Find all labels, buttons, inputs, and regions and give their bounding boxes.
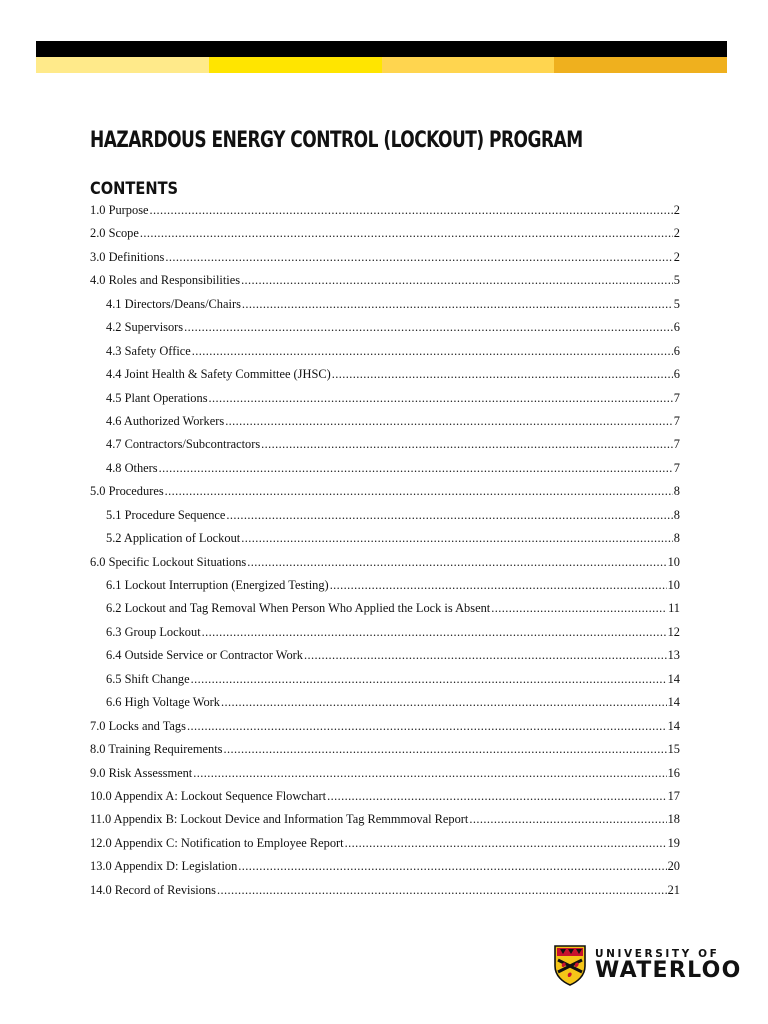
- toc-entry-label: 4.4 Joint Health & Safety Committee (JHSC): [106, 367, 331, 382]
- toc-entry-page: 7: [673, 413, 680, 428]
- toc-entry-label: 4.2 Supervisors: [106, 320, 184, 335]
- toc-entry-page: 8: [673, 531, 680, 546]
- toc-entry-label: 6.2 Lockout and Tag Removal When Person Who Applied the Lock is Absent: [106, 601, 491, 616]
- toc-entry[interactable]: [90, 883, 680, 906]
- toc-entry-label: 5.1 Procedure Sequence: [106, 507, 226, 522]
- toc-entry[interactable]: [90, 320, 680, 343]
- toc-entry[interactable]: [90, 695, 680, 718]
- toc-entry-page: 5: [673, 296, 680, 311]
- toc-entry-label: 4.6 Authorized Workers: [106, 413, 225, 428]
- toc-entry[interactable]: [90, 344, 680, 367]
- toc-entry-page: 6: [673, 367, 680, 382]
- toc-dot-leader: [140, 226, 673, 241]
- toc-entry-label: 4.0 Roles and Responsibilities: [90, 273, 241, 288]
- document-title: HAZARDOUS ENERGY CONTROL (LOCKOUT) PROGRAM: [90, 128, 583, 153]
- toc-dot-leader: [217, 883, 667, 898]
- toc-entry-label: 4.1 Directors/Deans/Chairs: [106, 296, 241, 311]
- logo-university-of: UNIVERSITY OF: [595, 948, 720, 960]
- toc-entry-page: 14: [667, 695, 680, 710]
- toc-entry-label: 4.8 Others: [106, 460, 158, 475]
- toc-entry-label: 6.5 Shift Change: [106, 671, 190, 686]
- toc-entry-label: 6.0 Specific Lockout Situations: [90, 554, 247, 569]
- toc-dot-leader: [191, 672, 667, 687]
- toc-dot-leader: [209, 391, 673, 406]
- toc-entry-label: 7.0 Locks and Tags: [90, 718, 186, 733]
- toc-entry-label: 6.1 Lockout Interruption (Energized Testing): [106, 578, 329, 592]
- toc-dot-leader: [327, 789, 667, 804]
- toc-entry[interactable]: [90, 672, 680, 695]
- toc-entry-page: 2: [673, 226, 680, 241]
- stripe-3: [382, 57, 555, 73]
- toc-entry[interactable]: [90, 437, 680, 460]
- toc-entry-label: 6.3 Group Lockout: [106, 624, 201, 639]
- toc-entry-label: 1.0 Purpose: [90, 203, 149, 217]
- toc-entry[interactable]: [90, 625, 680, 648]
- toc-dot-leader: [184, 320, 673, 335]
- toc-entry[interactable]: [90, 648, 680, 671]
- toc-entry-page: 2: [673, 249, 680, 264]
- toc-entry-label: 5.0 Procedures: [90, 484, 164, 499]
- toc-entry-page: 14: [667, 718, 680, 733]
- toc-dot-leader: [469, 812, 666, 827]
- toc-entry-page: 14: [667, 671, 680, 686]
- toc-dot-leader: [241, 531, 673, 546]
- toc-entry-page: 10: [667, 554, 680, 569]
- toc-entry[interactable]: [90, 391, 680, 414]
- toc-dot-leader: [165, 250, 672, 265]
- toc-entry[interactable]: [90, 555, 680, 578]
- toc-dot-leader: [224, 742, 667, 757]
- toc-entry[interactable]: [90, 812, 680, 835]
- toc-entry-page: 7: [673, 460, 680, 475]
- university-crest-icon: [553, 944, 587, 986]
- toc-entry-label: 6.6 High Voltage Work: [106, 695, 220, 710]
- toc-entry-label: 6.4 Outside Service or Contractor Work: [106, 648, 303, 663]
- toc-dot-leader: [238, 859, 666, 874]
- toc-dot-leader: [221, 695, 667, 710]
- table-of-contents: [90, 203, 680, 906]
- toc-entry-label: 4.7 Contractors/Subcontractors: [106, 437, 261, 452]
- toc-entry-page: 2: [673, 203, 680, 217]
- toc-entry[interactable]: [90, 461, 680, 484]
- toc-dot-leader: [187, 719, 667, 734]
- toc-entry[interactable]: [90, 859, 680, 882]
- stripe-1: [36, 57, 209, 73]
- toc-dot-leader: [304, 648, 667, 663]
- toc-entry-label: 4.3 Safety Office: [106, 343, 191, 358]
- toc-entry-page: 8: [673, 507, 680, 522]
- toc-entry[interactable]: [90, 742, 680, 765]
- toc-entry[interactable]: [90, 226, 680, 249]
- toc-entry-page: 20: [667, 859, 680, 874]
- toc-entry-page: 12: [667, 624, 680, 639]
- toc-dot-leader: [247, 555, 666, 570]
- toc-dot-leader: [261, 437, 673, 452]
- toc-entry-page: 19: [667, 835, 680, 850]
- toc-dot-leader: [242, 297, 673, 312]
- toc-entry-page: 21: [667, 882, 680, 897]
- toc-entry[interactable]: [90, 719, 680, 742]
- toc-entry-page: 10: [667, 578, 680, 592]
- toc-entry-label: 3.0 Definitions: [90, 249, 165, 264]
- toc-entry-page: 8: [673, 484, 680, 499]
- toc-entry-page: 7: [673, 390, 680, 405]
- toc-dot-leader: [150, 203, 673, 218]
- toc-entry-page: 15: [667, 742, 680, 757]
- toc-entry-label: 12.0 Appendix C: Notification to Employee Report: [90, 835, 344, 850]
- header-color-stripes: [36, 57, 727, 73]
- toc-entry-page: 18: [667, 812, 680, 827]
- header-black-bar: [36, 41, 727, 57]
- toc-entry-page: 6: [673, 343, 680, 358]
- toc-entry[interactable]: [90, 367, 680, 390]
- contents-heading: CONTENTS: [90, 179, 179, 199]
- toc-entry-label: 13.0 Appendix D: Legislation: [90, 859, 238, 874]
- toc-dot-leader: [192, 344, 673, 359]
- toc-dot-leader: [165, 484, 673, 499]
- toc-dot-leader: [202, 625, 667, 640]
- toc-entry-label: 10.0 Appendix A: Lockout Sequence Flowchart: [90, 788, 327, 803]
- toc-dot-leader: [332, 367, 673, 382]
- toc-entry-label: 11.0 Appendix B: Lockout Device and Information Tag Remmmoval Report: [90, 812, 469, 827]
- toc-entry[interactable]: [90, 484, 680, 507]
- toc-entry[interactable]: [90, 766, 680, 789]
- stripe-4: [554, 57, 727, 73]
- toc-entry-page: 17: [667, 788, 680, 803]
- toc-entry-label: 14.0 Record of Revisions: [90, 882, 216, 897]
- toc-dot-leader: [226, 508, 672, 523]
- toc-dot-leader: [330, 578, 667, 593]
- toc-entry[interactable]: [90, 250, 680, 273]
- toc-dot-leader: [193, 766, 666, 781]
- toc-entry-label: 9.0 Risk Assessment: [90, 765, 193, 780]
- toc-entry[interactable]: [90, 836, 680, 859]
- toc-entry[interactable]: [90, 789, 680, 812]
- toc-entry[interactable]: [90, 578, 680, 601]
- toc-dot-leader: [491, 601, 667, 616]
- toc-entry[interactable]: [90, 414, 680, 437]
- university-logo: [553, 944, 742, 986]
- toc-entry-label: 2.0 Scope: [90, 226, 139, 241]
- toc-entry-page: 13: [667, 648, 680, 663]
- toc-entry-label: 8.0 Training Requirements: [90, 742, 223, 757]
- toc-entry-label: 5.2 Application of Lockout: [106, 531, 241, 546]
- toc-entry-page: 16: [667, 765, 680, 780]
- toc-entry[interactable]: [90, 601, 680, 624]
- toc-entry-page: 6: [673, 320, 680, 335]
- toc-entry-page: 5: [673, 273, 680, 288]
- toc-entry[interactable]: [90, 508, 680, 531]
- toc-entry[interactable]: [90, 297, 680, 320]
- toc-entry-page: 7: [673, 437, 680, 452]
- toc-entry[interactable]: [90, 203, 680, 226]
- logo-waterloo: WATERLOO: [595, 958, 742, 983]
- stripe-2: [209, 57, 382, 73]
- toc-dot-leader: [345, 836, 667, 851]
- toc-entry-label: 4.5 Plant Operations: [106, 390, 208, 405]
- toc-dot-leader: [159, 461, 673, 476]
- toc-dot-leader: [241, 273, 673, 288]
- toc-entry[interactable]: [90, 273, 680, 296]
- toc-dot-leader: [225, 414, 673, 429]
- toc-entry-page: 11: [668, 601, 680, 616]
- toc-entry[interactable]: [90, 531, 680, 554]
